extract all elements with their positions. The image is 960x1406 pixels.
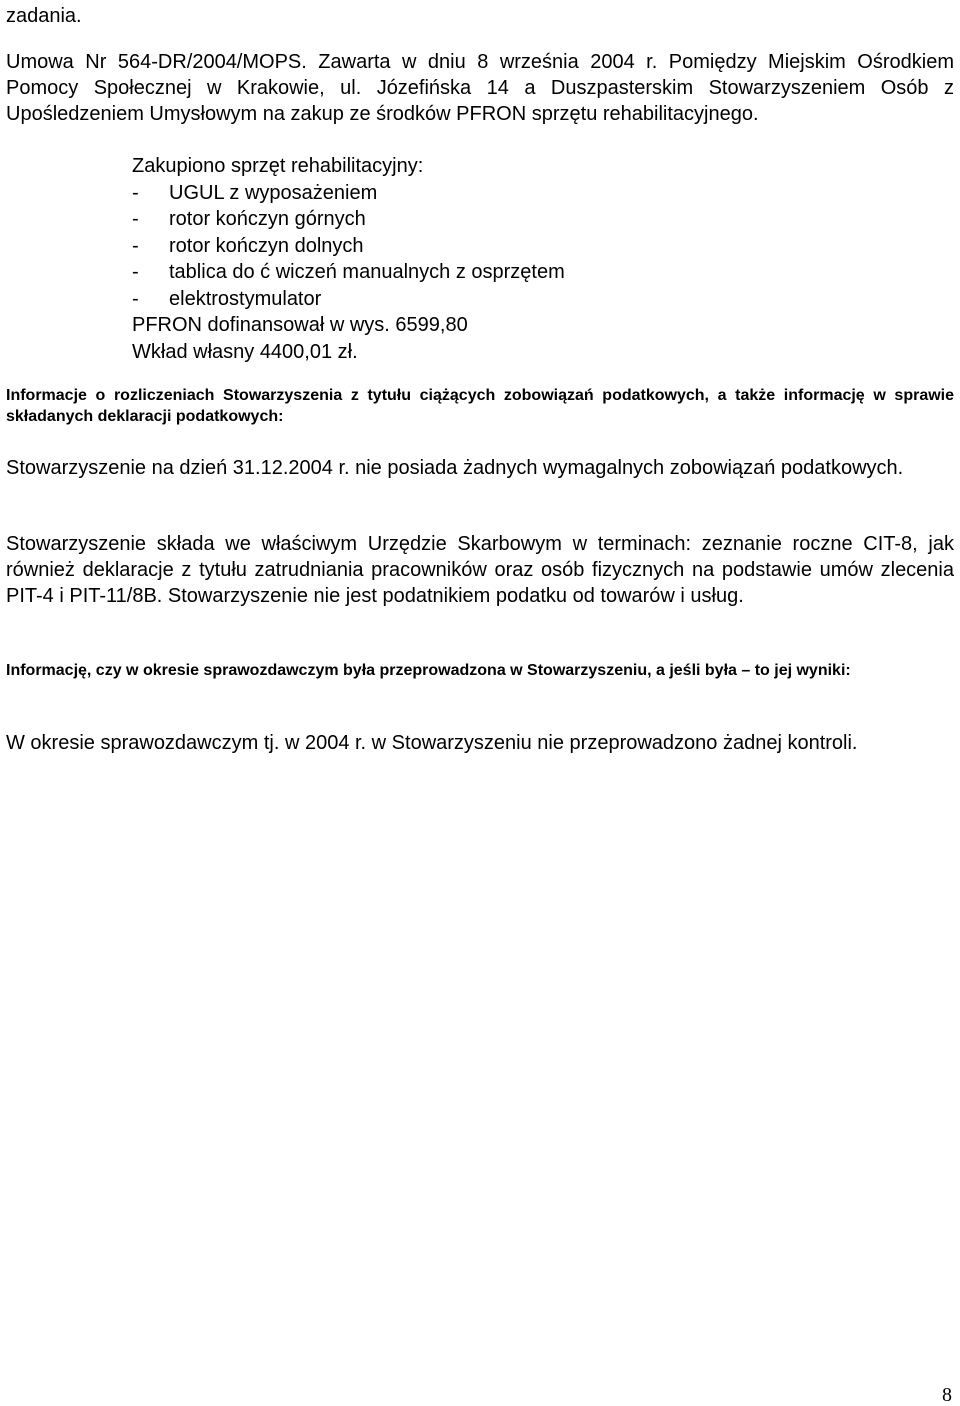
equipment-list-item (132, 206, 732, 233)
equipment-label: rotor kończyn dolnych (169, 234, 364, 257)
tax-section-heading: Informacje o rozliczeniach Stowarzyszenia z tytułu ciążących zobowiązań podatkowych, a także informację w sprawie składanych deklaracji podatkowych: (6, 387, 954, 425)
list-dash: - (132, 287, 139, 310)
equipment-list-item (132, 180, 732, 207)
list-dash: - (132, 208, 139, 230)
list-dash: - (132, 261, 139, 283)
tax-status-paragraph: Stowarzyszenie na dzień 31.12.2004 r. nie posiada żadnych wymagalnych zobowiązań podatkowych. (6, 457, 904, 479)
list-dash: - (132, 234, 139, 257)
audit-result-paragraph: W okresie sprawozdawczym tj. w 2004 r. w Stowarzyszeniu nie przeprowadzono żadnej kontroli. (6, 732, 858, 754)
equipment-label: rotor kończyn górnych (169, 208, 366, 230)
audit-section-heading: Informację, czy w okresie sprawozdawczym była przeprowadzona w Stowarzyszeniu, a jeśli była – to jej wyniki: (6, 662, 851, 679)
purchase-section (132, 153, 732, 365)
own-contribution-line: Wkład własny 4400,01 zł. (132, 340, 358, 363)
list-dash: - (132, 181, 139, 204)
equipment-label: tablica do ć wiczeń manualnych z osprzętem (169, 261, 565, 283)
equipment-list-item (132, 259, 732, 286)
equipment-label: elektrostymulator (169, 287, 322, 310)
pfron-funding-line: PFRON dofinansował w wys. 6599,80 (132, 314, 468, 336)
tax-filing-paragraph: Stowarzyszenie składa we właściwym Urzędzie Skarbowym w terminach: zeznanie roczne CIT-8, jak również deklaracje z tytułu zatrudniania pracowników oraz osób fizycznych na podstawie umów zlecenia PIT-4 i PIT-11/8B. Stowarzyszenie nie jest podatnikiem podatku od towarów i usług. (6, 533, 954, 607)
page-number: 8 (942, 1384, 952, 1406)
equipment-list-item (132, 286, 732, 313)
agreement-paragraph: Umowa Nr 564-DR/2004/MOPS. Zawarta w dniu 8 września 2004 r. Pomiędzy Miejskim Ośrodkiem Pomocy Społecznej w Krakowie, ul. Józefińska 14 a Duszpasterskim Stowarzyszeniem Osób z Upośledzeniem Umysłowym na zakup ze środków PFRON sprzętu rehabilitacyjnego. (6, 51, 954, 125)
purchase-intro: Zakupiono sprzęt rehabilitacyjny: (132, 155, 424, 177)
equipment-label: UGUL z wyposażeniem (169, 181, 378, 204)
continued-text-fragment: zadania. (6, 5, 82, 27)
equipment-list-item (132, 233, 732, 260)
